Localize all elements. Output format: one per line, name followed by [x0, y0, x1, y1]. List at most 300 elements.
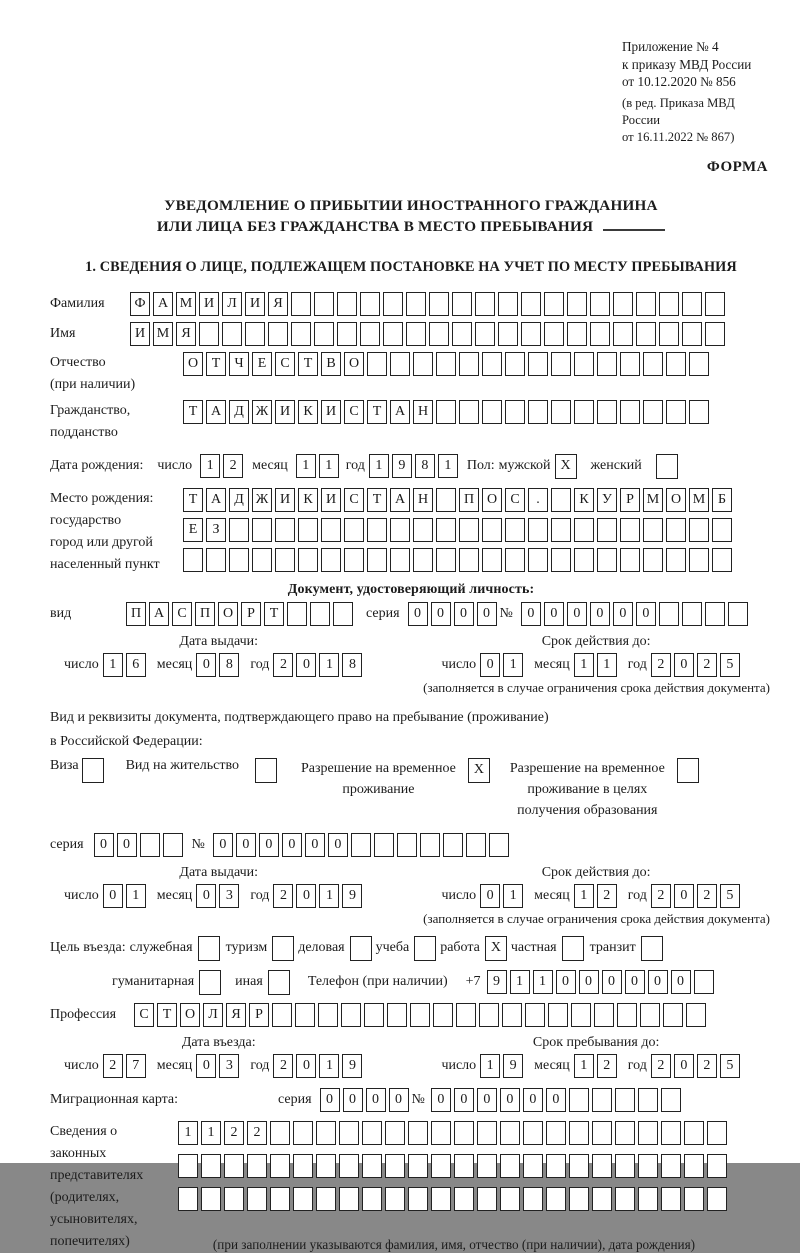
- char-cell[interactable]: [551, 548, 571, 572]
- char-cell[interactable]: [521, 292, 541, 316]
- char-cell[interactable]: К: [298, 400, 318, 424]
- char-cell[interactable]: Е: [183, 518, 203, 542]
- char-cell[interactable]: [475, 292, 495, 316]
- char-cell[interactable]: 0: [602, 970, 622, 994]
- char-cell[interactable]: О: [183, 352, 203, 376]
- char-cell[interactable]: 0: [480, 653, 500, 677]
- char-cell[interactable]: 0: [305, 833, 325, 857]
- char-cell[interactable]: [270, 1187, 290, 1211]
- char-cell[interactable]: Т: [183, 488, 203, 512]
- char-cell[interactable]: И: [321, 400, 341, 424]
- char-cell[interactable]: 8: [219, 653, 239, 677]
- char-cell[interactable]: 0: [366, 1088, 386, 1112]
- char-cell[interactable]: 2: [223, 454, 243, 478]
- char-cell[interactable]: В: [321, 352, 341, 376]
- char-cell[interactable]: Т: [367, 488, 387, 512]
- char-cell[interactable]: [663, 1003, 683, 1027]
- char-cell[interactable]: [316, 1187, 336, 1211]
- char-cell[interactable]: А: [153, 292, 173, 316]
- char-cell[interactable]: [408, 1154, 428, 1178]
- char-cell[interactable]: [247, 1187, 267, 1211]
- char-cell[interactable]: [574, 352, 594, 376]
- char-cell[interactable]: С: [505, 488, 525, 512]
- char-cell[interactable]: [477, 1121, 497, 1145]
- char-cell[interactable]: [295, 1003, 315, 1027]
- char-cell[interactable]: [433, 1003, 453, 1027]
- char-cell[interactable]: [523, 1121, 543, 1145]
- char-cell[interactable]: У: [597, 488, 617, 512]
- char-cell[interactable]: 1: [319, 884, 339, 908]
- char-cell[interactable]: [500, 1121, 520, 1145]
- char-cell[interactable]: 2: [597, 1054, 617, 1078]
- char-cell[interactable]: [321, 518, 341, 542]
- char-cell[interactable]: З: [206, 518, 226, 542]
- char-cell[interactable]: [314, 322, 334, 346]
- char-cell[interactable]: [199, 322, 219, 346]
- char-cell[interactable]: [140, 833, 160, 857]
- char-cell[interactable]: [528, 400, 548, 424]
- char-cell[interactable]: [291, 292, 311, 316]
- char-cell[interactable]: 2: [651, 884, 671, 908]
- purpose-other-checkbox[interactable]: [268, 970, 290, 995]
- char-cell[interactable]: [661, 1187, 681, 1211]
- char-cell[interactable]: [390, 352, 410, 376]
- char-cell[interactable]: [272, 1003, 292, 1027]
- char-cell[interactable]: [268, 322, 288, 346]
- char-cell[interactable]: [431, 1187, 451, 1211]
- char-cell[interactable]: [551, 352, 571, 376]
- sex-female-checkbox[interactable]: [656, 454, 678, 479]
- char-cell[interactable]: [620, 518, 640, 542]
- char-cell[interactable]: 1: [296, 454, 316, 478]
- char-cell[interactable]: [454, 1154, 474, 1178]
- char-cell[interactable]: [436, 488, 456, 512]
- char-cell[interactable]: 1: [503, 884, 523, 908]
- char-cell[interactable]: 8: [342, 653, 362, 677]
- char-cell[interactable]: 6: [126, 653, 146, 677]
- char-cell[interactable]: Р: [249, 1003, 269, 1027]
- char-cell[interactable]: 0: [567, 602, 587, 626]
- char-cell[interactable]: [360, 322, 380, 346]
- char-cell[interactable]: [592, 1088, 612, 1112]
- char-cell[interactable]: [505, 352, 525, 376]
- char-cell[interactable]: [385, 1187, 405, 1211]
- char-cell[interactable]: [528, 548, 548, 572]
- char-cell[interactable]: [475, 322, 495, 346]
- char-cell[interactable]: Л: [203, 1003, 223, 1027]
- char-cell[interactable]: 2: [247, 1121, 267, 1145]
- char-cell[interactable]: [408, 1121, 428, 1145]
- char-cell[interactable]: [454, 1121, 474, 1145]
- char-cell[interactable]: [666, 400, 686, 424]
- char-cell[interactable]: [482, 518, 502, 542]
- char-cell[interactable]: [229, 548, 249, 572]
- char-cell[interactable]: 2: [224, 1121, 244, 1145]
- char-cell[interactable]: [567, 322, 587, 346]
- char-cell[interactable]: 0: [196, 653, 216, 677]
- char-cell[interactable]: О: [344, 352, 364, 376]
- char-cell[interactable]: [482, 548, 502, 572]
- char-cell[interactable]: [574, 400, 594, 424]
- char-cell[interactable]: 2: [697, 1054, 717, 1078]
- char-cell[interactable]: 1: [510, 970, 530, 994]
- char-cell[interactable]: Ч: [229, 352, 249, 376]
- char-cell[interactable]: [617, 1003, 637, 1027]
- char-cell[interactable]: [383, 292, 403, 316]
- char-cell[interactable]: [613, 322, 633, 346]
- char-cell[interactable]: [597, 352, 617, 376]
- char-cell[interactable]: [362, 1187, 382, 1211]
- char-cell[interactable]: М: [689, 488, 709, 512]
- char-cell[interactable]: 2: [697, 884, 717, 908]
- char-cell[interactable]: С: [344, 488, 364, 512]
- char-cell[interactable]: Я: [268, 292, 288, 316]
- char-cell[interactable]: [689, 518, 709, 542]
- char-cell[interactable]: [620, 400, 640, 424]
- char-cell[interactable]: И: [245, 292, 265, 316]
- char-cell[interactable]: [456, 1003, 476, 1027]
- char-cell[interactable]: 1: [480, 1054, 500, 1078]
- char-cell[interactable]: П: [195, 602, 215, 626]
- char-cell[interactable]: 0: [408, 602, 428, 626]
- char-cell[interactable]: [383, 322, 403, 346]
- char-cell[interactable]: 5: [720, 884, 740, 908]
- char-cell[interactable]: [477, 1154, 497, 1178]
- char-cell[interactable]: 0: [674, 884, 694, 908]
- char-cell[interactable]: [551, 400, 571, 424]
- char-cell[interactable]: 0: [389, 1088, 409, 1112]
- char-cell[interactable]: О: [218, 602, 238, 626]
- char-cell[interactable]: [505, 518, 525, 542]
- char-cell[interactable]: [183, 548, 203, 572]
- char-cell[interactable]: 1: [319, 454, 339, 478]
- char-cell[interactable]: 0: [625, 970, 645, 994]
- temp-residence-education-checkbox[interactable]: [677, 758, 699, 783]
- char-cell[interactable]: [666, 518, 686, 542]
- char-cell[interactable]: 1: [574, 1054, 594, 1078]
- char-cell[interactable]: 3: [219, 1054, 239, 1078]
- char-cell[interactable]: 0: [544, 602, 564, 626]
- char-cell[interactable]: [275, 518, 295, 542]
- char-cell[interactable]: 0: [521, 602, 541, 626]
- char-cell[interactable]: [569, 1088, 589, 1112]
- char-cell[interactable]: [523, 1187, 543, 1211]
- char-cell[interactable]: [413, 548, 433, 572]
- char-cell[interactable]: [705, 602, 725, 626]
- purpose-private-checkbox[interactable]: [562, 936, 584, 961]
- char-cell[interactable]: С: [172, 602, 192, 626]
- char-cell[interactable]: [659, 602, 679, 626]
- char-cell[interactable]: 9: [342, 884, 362, 908]
- char-cell[interactable]: А: [206, 488, 226, 512]
- char-cell[interactable]: [682, 602, 702, 626]
- char-cell[interactable]: [640, 1003, 660, 1027]
- char-cell[interactable]: С: [275, 352, 295, 376]
- char-cell[interactable]: [224, 1154, 244, 1178]
- char-cell[interactable]: [479, 1003, 499, 1027]
- char-cell[interactable]: 0: [196, 884, 216, 908]
- char-cell[interactable]: А: [390, 488, 410, 512]
- char-cell[interactable]: [339, 1154, 359, 1178]
- char-cell[interactable]: [500, 1187, 520, 1211]
- char-cell[interactable]: [620, 352, 640, 376]
- char-cell[interactable]: И: [199, 292, 219, 316]
- char-cell[interactable]: 1: [319, 1054, 339, 1078]
- char-cell[interactable]: 0: [94, 833, 114, 857]
- char-cell[interactable]: [252, 548, 272, 572]
- char-cell[interactable]: 0: [296, 1054, 316, 1078]
- char-cell[interactable]: [318, 1003, 338, 1027]
- char-cell[interactable]: [694, 970, 714, 994]
- char-cell[interactable]: [689, 352, 709, 376]
- char-cell[interactable]: [390, 548, 410, 572]
- char-cell[interactable]: [413, 352, 433, 376]
- char-cell[interactable]: Е: [252, 352, 272, 376]
- char-cell[interactable]: [367, 518, 387, 542]
- char-cell[interactable]: 0: [674, 653, 694, 677]
- char-cell[interactable]: [638, 1088, 658, 1112]
- char-cell[interactable]: [544, 292, 564, 316]
- char-cell[interactable]: 0: [103, 884, 123, 908]
- char-cell[interactable]: [252, 518, 272, 542]
- char-cell[interactable]: [310, 602, 330, 626]
- char-cell[interactable]: [597, 400, 617, 424]
- char-cell[interactable]: [569, 1154, 589, 1178]
- char-cell[interactable]: [636, 292, 656, 316]
- char-cell[interactable]: Н: [413, 400, 433, 424]
- char-cell[interactable]: [686, 1003, 706, 1027]
- char-cell[interactable]: 0: [259, 833, 279, 857]
- char-cell[interactable]: [682, 322, 702, 346]
- char-cell[interactable]: [525, 1003, 545, 1027]
- char-cell[interactable]: [351, 833, 371, 857]
- char-cell[interactable]: [613, 292, 633, 316]
- char-cell[interactable]: А: [206, 400, 226, 424]
- char-cell[interactable]: 1: [533, 970, 553, 994]
- char-cell[interactable]: [548, 1003, 568, 1027]
- char-cell[interactable]: [337, 292, 357, 316]
- char-cell[interactable]: [638, 1187, 658, 1211]
- char-cell[interactable]: [298, 518, 318, 542]
- char-cell[interactable]: 1: [574, 884, 594, 908]
- char-cell[interactable]: [339, 1187, 359, 1211]
- char-cell[interactable]: [406, 292, 426, 316]
- char-cell[interactable]: 0: [454, 1088, 474, 1112]
- char-cell[interactable]: 1: [126, 884, 146, 908]
- char-cell[interactable]: [293, 1121, 313, 1145]
- char-cell[interactable]: [452, 322, 472, 346]
- char-cell[interactable]: [178, 1187, 198, 1211]
- char-cell[interactable]: [590, 322, 610, 346]
- char-cell[interactable]: [341, 1003, 361, 1027]
- char-cell[interactable]: [344, 518, 364, 542]
- char-cell[interactable]: [337, 322, 357, 346]
- char-cell[interactable]: 1: [597, 653, 617, 677]
- char-cell[interactable]: [339, 1121, 359, 1145]
- char-cell[interactable]: 0: [431, 1088, 451, 1112]
- char-cell[interactable]: О: [666, 488, 686, 512]
- char-cell[interactable]: [615, 1187, 635, 1211]
- char-cell[interactable]: Я: [176, 322, 196, 346]
- char-cell[interactable]: 0: [477, 602, 497, 626]
- char-cell[interactable]: [643, 352, 663, 376]
- char-cell[interactable]: [498, 292, 518, 316]
- visa-checkbox[interactable]: [82, 758, 104, 783]
- char-cell[interactable]: А: [149, 602, 169, 626]
- char-cell[interactable]: П: [126, 602, 146, 626]
- char-cell[interactable]: 2: [273, 653, 293, 677]
- char-cell[interactable]: [163, 833, 183, 857]
- char-cell[interactable]: [592, 1121, 612, 1145]
- char-cell[interactable]: [615, 1154, 635, 1178]
- char-cell[interactable]: [222, 322, 242, 346]
- char-cell[interactable]: [429, 322, 449, 346]
- char-cell[interactable]: 0: [117, 833, 137, 857]
- char-cell[interactable]: [551, 518, 571, 542]
- char-cell[interactable]: Д: [229, 400, 249, 424]
- char-cell[interactable]: [224, 1187, 244, 1211]
- char-cell[interactable]: [597, 548, 617, 572]
- char-cell[interactable]: М: [153, 322, 173, 346]
- char-cell[interactable]: 2: [103, 1054, 123, 1078]
- char-cell[interactable]: [728, 602, 748, 626]
- char-cell[interactable]: С: [134, 1003, 154, 1027]
- char-cell[interactable]: Я: [226, 1003, 246, 1027]
- char-cell[interactable]: 1: [178, 1121, 198, 1145]
- char-cell[interactable]: [333, 602, 353, 626]
- char-cell[interactable]: И: [130, 322, 150, 346]
- char-cell[interactable]: Б: [712, 488, 732, 512]
- char-cell[interactable]: И: [321, 488, 341, 512]
- char-cell[interactable]: 0: [328, 833, 348, 857]
- char-cell[interactable]: 1: [200, 454, 220, 478]
- char-cell[interactable]: [643, 518, 663, 542]
- char-cell[interactable]: 1: [438, 454, 458, 478]
- char-cell[interactable]: [684, 1121, 704, 1145]
- char-cell[interactable]: [390, 518, 410, 542]
- char-cell[interactable]: [436, 352, 456, 376]
- char-cell[interactable]: 5: [720, 1054, 740, 1078]
- char-cell[interactable]: Ж: [252, 400, 272, 424]
- char-cell[interactable]: [643, 400, 663, 424]
- char-cell[interactable]: 1: [369, 454, 389, 478]
- char-cell[interactable]: [643, 548, 663, 572]
- char-cell[interactable]: [459, 548, 479, 572]
- char-cell[interactable]: 1: [103, 653, 123, 677]
- char-cell[interactable]: [666, 352, 686, 376]
- char-cell[interactable]: 0: [480, 884, 500, 908]
- char-cell[interactable]: [546, 1187, 566, 1211]
- char-cell[interactable]: [408, 1187, 428, 1211]
- char-cell[interactable]: 0: [320, 1088, 340, 1112]
- char-cell[interactable]: 1: [319, 653, 339, 677]
- char-cell[interactable]: [429, 292, 449, 316]
- char-cell[interactable]: [385, 1154, 405, 1178]
- char-cell[interactable]: К: [298, 488, 318, 512]
- purpose-study-checkbox[interactable]: [414, 936, 436, 961]
- char-cell[interactable]: 0: [236, 833, 256, 857]
- char-cell[interactable]: [528, 352, 548, 376]
- char-cell[interactable]: Т: [367, 400, 387, 424]
- char-cell[interactable]: [684, 1187, 704, 1211]
- char-cell[interactable]: [682, 292, 702, 316]
- char-cell[interactable]: [620, 548, 640, 572]
- char-cell[interactable]: [546, 1154, 566, 1178]
- char-cell[interactable]: [360, 292, 380, 316]
- char-cell[interactable]: С: [344, 400, 364, 424]
- char-cell[interactable]: 0: [546, 1088, 566, 1112]
- char-cell[interactable]: [615, 1088, 635, 1112]
- char-cell[interactable]: [270, 1121, 290, 1145]
- char-cell[interactable]: [387, 1003, 407, 1027]
- char-cell[interactable]: [362, 1154, 382, 1178]
- char-cell[interactable]: [287, 602, 307, 626]
- char-cell[interactable]: К: [574, 488, 594, 512]
- char-cell[interactable]: [638, 1154, 658, 1178]
- char-cell[interactable]: [689, 548, 709, 572]
- char-cell[interactable]: [436, 518, 456, 542]
- char-cell[interactable]: Т: [206, 352, 226, 376]
- char-cell[interactable]: [367, 352, 387, 376]
- char-cell[interactable]: М: [176, 292, 196, 316]
- temp-residence-checkbox[interactable]: X: [468, 758, 490, 783]
- char-cell[interactable]: Ж: [252, 488, 272, 512]
- char-cell[interactable]: [431, 1121, 451, 1145]
- char-cell[interactable]: 0: [590, 602, 610, 626]
- char-cell[interactable]: [459, 352, 479, 376]
- char-cell[interactable]: Р: [620, 488, 640, 512]
- char-cell[interactable]: [712, 548, 732, 572]
- char-cell[interactable]: [367, 548, 387, 572]
- char-cell[interactable]: [498, 322, 518, 346]
- char-cell[interactable]: Л: [222, 292, 242, 316]
- char-cell[interactable]: [431, 1154, 451, 1178]
- char-cell[interactable]: 1: [503, 653, 523, 677]
- char-cell[interactable]: А: [390, 400, 410, 424]
- char-cell[interactable]: [443, 833, 463, 857]
- char-cell[interactable]: 0: [648, 970, 668, 994]
- char-cell[interactable]: Ф: [130, 292, 150, 316]
- char-cell[interactable]: О: [180, 1003, 200, 1027]
- char-cell[interactable]: [477, 1187, 497, 1211]
- char-cell[interactable]: [661, 1088, 681, 1112]
- purpose-humanitarian-checkbox[interactable]: [199, 970, 221, 995]
- char-cell[interactable]: [410, 1003, 430, 1027]
- char-cell[interactable]: 8: [415, 454, 435, 478]
- char-cell[interactable]: [689, 400, 709, 424]
- char-cell[interactable]: [574, 518, 594, 542]
- char-cell[interactable]: 2: [697, 653, 717, 677]
- char-cell[interactable]: [362, 1121, 382, 1145]
- char-cell[interactable]: [229, 518, 249, 542]
- char-cell[interactable]: [436, 548, 456, 572]
- char-cell[interactable]: [454, 1187, 474, 1211]
- char-cell[interactable]: Р: [241, 602, 261, 626]
- char-cell[interactable]: [707, 1121, 727, 1145]
- char-cell[interactable]: 0: [296, 653, 316, 677]
- char-cell[interactable]: [638, 1121, 658, 1145]
- char-cell[interactable]: [397, 833, 417, 857]
- char-cell[interactable]: [452, 292, 472, 316]
- char-cell[interactable]: [201, 1154, 221, 1178]
- char-cell[interactable]: [502, 1003, 522, 1027]
- char-cell[interactable]: 0: [454, 602, 474, 626]
- char-cell[interactable]: 2: [273, 884, 293, 908]
- char-cell[interactable]: 3: [219, 884, 239, 908]
- char-cell[interactable]: 0: [196, 1054, 216, 1078]
- char-cell[interactable]: [574, 548, 594, 572]
- purpose-business-checkbox[interactable]: [350, 936, 372, 961]
